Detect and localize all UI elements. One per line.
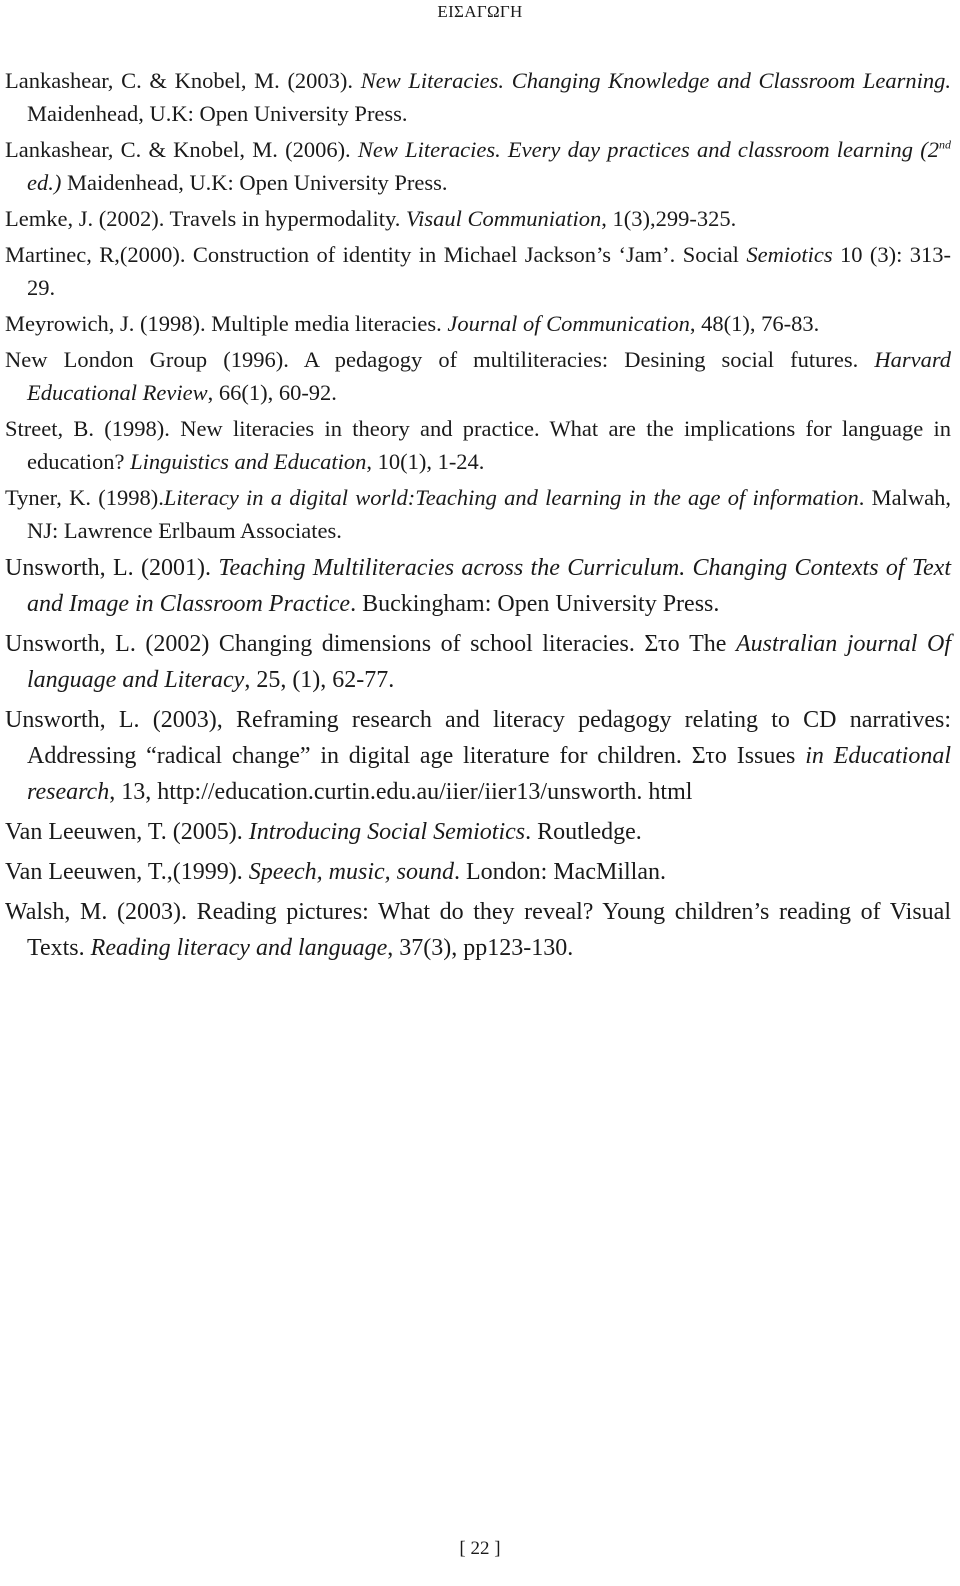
reference-text: Unsworth, L. (2002) Changing dimensions of school literacies. Στο The (5, 631, 736, 657)
reference-text: , 37(3), pp123-130. (387, 935, 574, 961)
reference-italic-text: ed.) (27, 170, 62, 195)
reference-italic-text: Visaul Communiation (406, 206, 602, 231)
reference-text: , 13, http://education.curtin.edu.au/iier/iier13/unsworth. html (109, 779, 693, 805)
reference-entry (5, 64, 951, 130)
reference-text: , 10(1), 1-24. (366, 449, 485, 474)
reference-text: , 48(1), 76-83. (689, 311, 820, 336)
reference-entry (5, 481, 951, 547)
reference-text: Unsworth, L. (2003), Reframing research and literacy pedagogy relating to CD narratives: Addressing “radical change” in digital age literature for children. Στο Issues (5, 707, 951, 769)
reference-italic-text: Linguistics and Education (130, 449, 367, 474)
reference-italic-text: Speech, music, sound (248, 859, 454, 885)
reference-entry (5, 238, 951, 304)
reference-italic-text: in Educational research (27, 743, 952, 805)
reference-italic-text: Harvard Educational Review (27, 347, 951, 405)
reference-text: New London Group (1996). A pedagogy of multiliteracies: Desining social futures. (5, 347, 875, 372)
reference-text: Walsh, M. (2003). Reading pictures: What do they reveal? Young children’s reading of Visual Texts. (5, 899, 951, 961)
reference-entry (5, 133, 951, 199)
running-header: ΕΙΣΑΓΩΓΗ (437, 2, 523, 21)
reference-italic-text: Teaching Multiliteracies across the Curriculum. Changing Contexts of Text and Image in Classroom Practice (27, 555, 952, 617)
reference-text: Meyrowich, J. (1998). Multiple media literacies. (5, 311, 448, 336)
reference-text: Lankashear, C. & Knobel, M. (2006). (5, 137, 358, 162)
reference-text: Maidenhead, U.K: Open University Press. (61, 170, 448, 195)
reference-italic-text: Australian journal Of language and Literacy (27, 631, 951, 693)
reference-text: Unsworth, L. (2001). (5, 555, 219, 581)
reference-text: , 66(1), 60-92. (207, 380, 337, 405)
reference-list (5, 64, 951, 970)
reference-entry (5, 626, 951, 698)
reference-entry (5, 343, 951, 409)
reference-text: Van Leeuwen, T.,(1999). (5, 859, 249, 885)
reference-italic-text: Reading literacy and language (90, 935, 388, 961)
page-number: [ 22 ] (459, 1538, 501, 1559)
reference-text: . London: MacMillan. (454, 859, 666, 885)
reference-text: . Malwah, NJ: Lawrence Erlbaum Associates. (27, 485, 951, 543)
reference-text: Maidenhead, U.K: Open University Press. (27, 101, 408, 126)
reference-italic-text: Journal of Communication (447, 311, 690, 336)
reference-italic-text: Literacy in a digital world:Teaching and learning in the age of information (163, 485, 859, 510)
reference-text: . Buckingham: Open University Press. (350, 591, 720, 617)
reference-entry (5, 702, 951, 810)
reference-entry (5, 307, 951, 340)
reference-italic-text: New Literacies. Changing Knowledge and Classroom Learning. (360, 68, 951, 93)
reference-text: Tyner, K. (1998). (5, 485, 164, 510)
reference-text: 10 (3): 313-29. (27, 242, 951, 300)
reference-entry (5, 814, 951, 850)
reference-entry (5, 412, 951, 478)
reference-text: . Routledge. (525, 819, 642, 845)
reference-entry (5, 202, 951, 235)
reference-entry (5, 550, 951, 622)
reference-text: Street, B. (1998). New literacies in theory and practice. What are the implications for language in education? (5, 416, 951, 474)
reference-italic-text: New Literacies. Every day practices and classroom learning (2 (357, 137, 939, 162)
reference-text: Lankashear, C. & Knobel, M. (2003). (5, 68, 361, 93)
reference-italic-text: nd (939, 137, 951, 152)
reference-text: Martinec, R,(2000). Construction of identity in Michael Jackson’s ‘Jam’. Social (5, 242, 747, 267)
reference-text: Van Leeuwen, T. (2005). (5, 819, 249, 845)
reference-text: , 1(3),299-325. (601, 206, 737, 231)
reference-entry (5, 894, 951, 966)
reference-text: , 25, (1), 62-77. (244, 667, 395, 693)
reference-italic-text: Semiotics (746, 242, 833, 267)
reference-text: Lemke, J. (2002). Travels in hypermodality. (5, 206, 406, 231)
reference-italic-text: Introducing Social Semiotics (248, 819, 526, 845)
reference-entry (5, 854, 951, 890)
